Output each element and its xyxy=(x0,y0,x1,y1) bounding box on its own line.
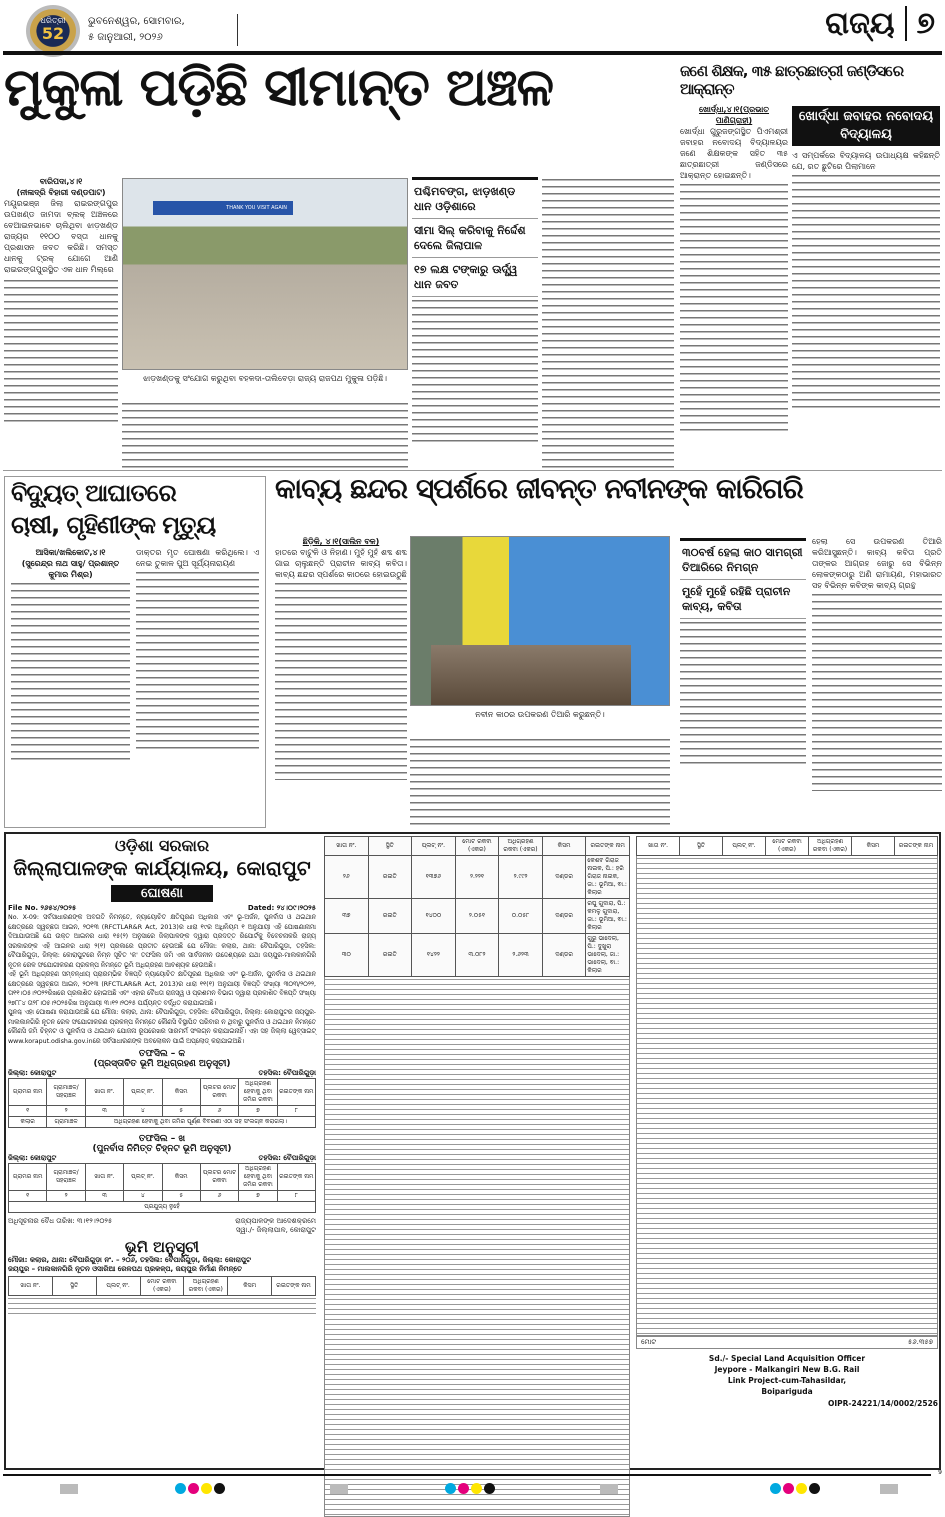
story3-headline-line1: ବିଦ୍ୟୁତ୍ ଆଘାତରେ xyxy=(11,479,176,507)
column-number: ୧ xyxy=(9,1191,47,1202)
column-header: ମୋଟ ରକବା (ଏକର) xyxy=(766,837,809,856)
column-header: ପ୍ଲଟ୍ ନଂ. xyxy=(723,837,766,856)
total-label: ମୋଟ xyxy=(641,1338,657,1346)
column-number: ୩ xyxy=(85,1106,123,1117)
column-number: ୧ xyxy=(9,1106,47,1117)
column-number: ୮ xyxy=(277,1106,315,1117)
column-number: ୨ xyxy=(47,1106,85,1117)
column-header: କିସମ xyxy=(852,837,895,856)
column-number: ୭ xyxy=(239,1191,277,1202)
column-number: ୬ xyxy=(200,1106,238,1117)
land-table-middle xyxy=(324,836,630,977)
column-header: ସ୍ଥିତି xyxy=(680,837,723,856)
notice-gov: ଓଡ଼ିଶା ସରକାର xyxy=(114,836,210,855)
schedule-kha-table: ଗ୍ରାମର ନାମ ଗ୍ରାମାଞ୍ଚଳ/ ସହରାଞ୍ଚଳ ଖାତା ନଂ. ପ୍ଲଟ୍ ନଂ. କିସମ ପ୍ଲଟର ମୋଟ ରକବା ଅଧିଗ୍ରହଣ ହେବାକୁ ଥିବା ଜମିର ରକବା ରଇତଙ୍କ ନାମ ୧ ୨ ୩ ୪ ୫ ୬ ୭ ୮ ପ୍ରଯୁଜ୍ୟ ନୁହେଁ xyxy=(8,1163,316,1213)
story1-bullet: ପଶ୍ଚିମବଙ୍ଗ, ଝାଡ଼ଖଣ୍ଡ ଧାନ ଓଡ଼ିଶାରେ xyxy=(412,180,538,219)
column-header: ରଇତଙ୍କ ନାମ xyxy=(277,1079,315,1106)
column-header: କିସମ xyxy=(162,1164,200,1191)
artisan-photo xyxy=(410,536,670,706)
story4-lead: ହାତରେ ବାଟୁଳି ଓ ନିହାଣ। ମୁହଁ ମୁହଁ ଶବ୍ଦ ଶବ୍ଦ ଗାଇ ଚାଲୁଛନ୍ତି ପ୍ରାଚୀନ କାବ୍ୟ କବିତା। କାବ୍ୟ ଛନ୍ଦର ସ୍ପର୍ଶରେ କାଠରେ ହୋଇଉଠୁଛି xyxy=(275,548,407,579)
registration-dot xyxy=(175,1483,186,1494)
oipr-code: OIPR-24221/14/0002/2526 xyxy=(827,1399,938,1408)
collector-sign: ସ୍ୱା./- ଜିଲ୍ଲାପାଳ, କୋରାପୁଟ xyxy=(235,1226,316,1234)
story1-bullet: ସୀମା ସିଲ୍ କରିବାକୁ ନିର୍ଦ୍ଦେଶ ଦେଲେ ଜିଲାପାଳ xyxy=(412,219,538,258)
column-header: ଖାତା ନଂ. xyxy=(85,1164,123,1191)
column-header: ଗ୍ରାମର ନାମ xyxy=(9,1079,47,1106)
registration-dot xyxy=(458,1483,469,1494)
story4-dateline: ଛିଡ଼ିକି, ୪।୧(ସାଲିନ ବଳ) xyxy=(302,537,380,546)
registration-dot xyxy=(214,1483,225,1494)
registration-dot xyxy=(484,1483,495,1494)
registration-dot xyxy=(783,1483,794,1494)
notice-title: ଘୋଷଣା xyxy=(111,885,213,902)
schedule-kha: ତଫସିଲ – ଖ xyxy=(138,1134,186,1144)
district-label: ଜିଲ୍ଲା: କୋରାପୁଟ xyxy=(8,1154,57,1162)
officer-line: Sd./- Special Land Acquisition Officer xyxy=(708,1354,866,1363)
notice-para2: ଏହି ଭୂମି ଅଧିଗ୍ରହଣ ସମ୍ବନ୍ଧୀୟ ପ୍ରାରମ୍ଭିକ ବିଜ୍ଞପ୍ତି ନ୍ୟାୟୋଚିତ କ୍ଷତିପୂରଣ ଅଧିକାର ଏବଂ ଭୂ-ଅର୍ଜନ, ପୁନର୍ବାସ ଓ ଥଇଥାନ କ୍ଷେତ୍ରରେ ସ୍ୱଚ୍ଛତା ଆଇନ, ୨୦୧୩ (RFCTLAR&R Act, 2013)ର ଧାରା ୧୧(୧) ଅନୁଯାୟୀ ବିଜ୍ଞପ୍ତି ସଂଖ୍ୟା ୩୦୩/୨୦୨୨, ତା୧୧।୦୫।୨୦୨୨ରିଖରେ ପ୍ରକାଶିତ ହୋଇଅଛି ଏବଂ ଏହାର ବୈଧତା ରାଜସ୍ୱ ଓ ପ୍ରଶମନ ବିଭାଗ ଦ୍ୱାରା ପ୍ରକାଶିତ ବିଜ୍ଞପ୍ତି ସଂଖ୍ୟା ୨୭୮୮୪ ତା୨୮।୦୫।୨୦୨୫ରିଖ ଅନୁଯାୟୀ ୩।୧୨।୨୦୨୫ ପର୍ଯ୍ୟନ୍ତ ବର୍ଦ୍ଧିତ କରାଯାଇଅଛି। xyxy=(8,971,316,1007)
column-header: ଗ୍ରାମାଞ୍ଚଳ/ ସହରାଞ୍ଚଳ xyxy=(47,1079,85,1106)
notice-dated: Dated: ୨୪।୦୯।୨୦୨୫ xyxy=(247,904,316,912)
column-header: ଖାତା ନଂ. xyxy=(637,837,680,856)
story1-reporter: (ନୀଳାଦ୍ରି ବିହାରୀ ଦଣ୍ଡପାଟ) xyxy=(16,188,106,197)
story2-dateline: ଖୋର୍ଦ୍ଧା,୪।୧(ପ୍ରଭାତ ପାଣିଗ୍ରାହୀ) xyxy=(698,105,770,125)
column-header: ମୋଟ ରକବା (ଏକର) xyxy=(140,1277,184,1296)
story1-photo-caption: ଝାଡ଼ଖଣ୍ଡକୁ ସଂଯୋଗ କରୁଥିବା ବହଳଦା-ତାଲିବେଡ଼ା ରାଜ୍ୟ ରାଜପଥ ମୁକୁଳା ପଡ଼ିଛି। xyxy=(142,374,388,383)
masthead-date: ୫ ଜାନୁଆରୀ, ୨୦୨୬ xyxy=(88,32,163,43)
column-header: ମୋଟ ରକବା (ଏକର) xyxy=(455,837,499,856)
schedule-ka: ତଫସିଲ – କ xyxy=(138,1049,186,1059)
gray-patch xyxy=(880,1484,898,1494)
story3-reporter: (ସୁରେନ୍ଦ୍ର ନାଥ ସାହୁ/ ପ୍ରଶାନ୍ତ କୁମାର ମିଶ୍ର) xyxy=(21,559,120,579)
column-number: ୨ xyxy=(47,1191,85,1202)
column-header: ଖାତା ନଂ. xyxy=(325,837,369,856)
column-header: ଖାତା ନଂ. xyxy=(85,1079,123,1106)
column-header: ପ୍ଲଟ୍ ନଂ. xyxy=(124,1079,162,1106)
column-header: ପ୍ଲଟ୍ ନଂ. xyxy=(124,1164,162,1191)
column-header: କିସମ xyxy=(542,837,586,856)
column-number: ୪ xyxy=(124,1106,162,1117)
story4-lead2: ହେଲା ସେ ଉପକରଣ ତିଆରି କରିଆସୁଛନ୍ତି। କାବ୍ୟ କବିତା ପ୍ରତି ତାଙ୍କର ଆଗ୍ରହ ଜୋରୁ ସେ ବିଭିନ୍ନ ଲୋକଙ୍କଠାରୁ ଅଣି ରାମାୟଣ, ମହାଭାରତ ସହ ବିଭିନ୍ନ କବିଙ୍କ କାବ୍ୟ ଗ୍ରନ୍ଥ xyxy=(812,537,942,590)
table-row: ୩୭ ରଇତି ୧୪୦୦ ୨.୦୫୧ ୦.୦୫୮ ଦଣ୍ଡର ରଘୁ ଗୁଦାରା, ପି.: କମଳୁ ଗୁଦାରା, ଜା.: ଭୂମିଆ, ଵା.: କିଲାର xyxy=(325,899,630,934)
district-label: ଜିଲ୍ଲା: କୋରାପୁଟ xyxy=(8,1069,57,1077)
story2-box: ଖୋର୍ଦ୍ଧା ଜବାହର ନବୋଦୟ ବିଦ୍ୟାଳୟ xyxy=(792,106,940,146)
registration-dot xyxy=(770,1483,781,1494)
column-number: ୫ xyxy=(162,1191,200,1202)
column-header: ଅଧିଗ୍ରହଣ ହେବାକୁ ଥିବା ଜମିର ରକବା xyxy=(239,1164,277,1191)
story1-lead: ମୟୂରଭଞ୍ଜ ଜିଲା ରାଇରଙ୍ଗପୁର ଉପଖଣ୍ଡ ଜାମଦା ବ୍ଲକ୍ ଅଞ୍ଚଳରେ ବେଆଇନଭାବେ ଚାଲିଥିବା ଝାଡ଼ଖଣ୍ଡ ରାଜ୍ୟର ୧୧୦୦ ବସ୍ତା ଧାନକୁ ପ୍ରଶାସନ ଜବତ କରିଛି। ସମସ୍ତ ଧାନକୁ ଟ୍ରକ୍ ଯୋଗେ ଆଣି ରାଇରଙ୍ଗପୁରସ୍ଥିତ ଏକ ଧାନ ମିଲ୍‌ରେ xyxy=(4,199,118,274)
column-header: ରଇତଙ୍କ ନାମ xyxy=(272,1277,316,1296)
column-number: ୩ xyxy=(85,1191,123,1202)
gray-patch xyxy=(600,1484,618,1494)
column-header: ରଇତଙ୍କ ନାମ xyxy=(277,1164,315,1191)
schedule-ka-sub: (ପ୍ରସ୍ତାବିତ ଭୂମି ଅଧିଗ୍ରହଣ ଅନୁସୂଚୀ) xyxy=(93,1059,231,1069)
gray-patch xyxy=(330,1484,348,1494)
column-header: ଅଧିଗ୍ରହଣ ରକବା (ଏକର) xyxy=(184,1277,228,1296)
schedule-kha-sub: (ପୁନର୍ବାସ ନିମିତ୍ତ ଚିହ୍ନଟ ଭୂମି ଅନୁସୂଚୀ) xyxy=(92,1144,232,1154)
table-row: ୨୬ ରଇତି ୧୩୭୬ ୨.୨୨୧ ୨.୯୯୨ ଦଣ୍ଡର କେଶବ ଗିରାଜ ନାଇକ, ପି.: ହରି ଗିରାଜ ନାଇକ, ଜା.: ଭୂମିଆ, ଵା.: କିଲାର xyxy=(325,856,630,899)
table-row: ୩୦ ରଇତି ୧୪୨୨ ୩.୦୮୨ ୨.୬୨୩ ଦଣ୍ଡର ଗୁରୁ ଭାଦେଲା, ପି.: ଦୁଖୁରା ଭାଦେଲା, ଜା.: ଭାଦେଲା, ଵା.: କିଲାର xyxy=(325,934,630,977)
logo-years: 52 xyxy=(41,24,65,43)
registration-dot xyxy=(796,1483,807,1494)
land-table-right xyxy=(636,836,938,856)
column-header: ଖାତା ନଂ. xyxy=(9,1277,53,1296)
column-number: ୭ xyxy=(239,1106,277,1117)
story2-lead2: ଏ ସମ୍ପର୍କରେ ବିଦ୍ୟାଳୟ ଉପାଧ୍ୟକ୍ଷ କହିଛନ୍ତି ଯେ, ରତ ଛୁଟିରେ ପିଲାମାନେ xyxy=(792,151,940,171)
bhumi-line2: ଜୟପୁର – ମାଲକାନଗିରି ନୂତନ ଓସାରିଆ ରେଳପଥ ପ୍ରକଳ୍ପ, ଜୟପୁର ନିର୍ମାଣ ନିମନ୍ତେ xyxy=(8,1265,242,1273)
registration-dot xyxy=(471,1483,482,1494)
column-header: ଅଧିଗ୍ରହଣ ରକବା (ଏକର) xyxy=(809,837,852,856)
bhumi-table xyxy=(8,1276,316,1296)
notice-office: ଜିଲ୍ଲାପାଳଙ୍କ କାର୍ଯ୍ୟାଳୟ, କୋରାପୁଟ xyxy=(13,856,311,880)
column-number: ୬ xyxy=(200,1191,238,1202)
story4-bullet: ୩୦ବର୍ଷ ହେଲା କାଠ ସାମଗ୍ରୀ ତିଆରିରେ ନିମଗ୍ନ xyxy=(680,541,806,580)
column-header: ପ୍ଲଟର ମୋଟ ରକବା xyxy=(200,1164,238,1191)
column-header: ସ୍ଥିତି xyxy=(52,1277,96,1296)
road-sign: THANK YOU VISIT AGAIN xyxy=(153,201,293,215)
officer-line: Jeypore - Malkangiri New B.G. Rail xyxy=(714,1365,860,1374)
registration-dot xyxy=(201,1483,212,1494)
schedule-ka-table: ଗ୍ରାମର ନାମ ଗ୍ରାମାଞ୍ଚଳ/ ସହରାଞ୍ଚଳ ଖାତା ନଂ. ପ୍ଲଟ୍ ନଂ. କିସମ ପ୍ଲଟର ମୋଟ ରକବା ଅଧିଗ୍ରହଣ ହେବାକୁ ଥିବା ଜମିର ରକବା ରଇତଙ୍କ ନାମ ୧ ୨ ୩ ୪ ୫ ୬ ୭ ୮ କଲାର ଗ୍ରାମାଞ୍ଚଳ ଅଧିଗ୍ରହଣ ହେବାକୁ ଥିବା ଜମିର ପୂର୍ଣ୍ଣ ବିବରଣୀ ଏଠା ସହ ସଂଲଗ୍ନ କରାଗଲା। xyxy=(8,1078,316,1128)
story2-lead: ଖୋର୍ଦ୍ଧା ଗୁରୁଜଙ୍ଗସ୍ଥିତ ପିଏମଶ୍ରୀ ଜବାହର ନବୋଦୟ ବିଦ୍ୟାଳୟର ଜଣେ ଶିକ୍ଷକଙ୍କ ସହିତ ୩୫ ଛାତ୍ରଛାତ୍ରୀ ଜଣ୍ଡିସରେ ଆକ୍ରାନ୍ତ ହୋଇଛନ୍ତି। xyxy=(680,127,788,180)
section-name: ରାଜ୍ୟ xyxy=(825,6,895,41)
column-number: ୮ xyxy=(277,1191,315,1202)
column-header: ଅଧିଗ୍ରହଣ ହେବାକୁ ଥିବା ଜମିର ରକବା xyxy=(239,1079,277,1106)
column-header: ପ୍ଲଟର ମୋଟ ରକବା xyxy=(200,1079,238,1106)
story3-lead: ଡାକ୍ତର ମୃତ ଘୋଷଣା କରିଥିଲେ। ଏ ନେଇ ତୁକାଳ ପୁଅ ସୂର୍ଯ୍ୟନାରାୟଣ xyxy=(136,548,259,568)
column-header: ପ୍ଲଟ୍ ନଂ. xyxy=(412,837,456,856)
story3-dateline: ଆସିକା/ଖଲିକୋଟ,୪।୧ xyxy=(35,548,106,557)
story1-headline: ମୁକୁଳା ପଡ଼ିଛି ସୀମାନ୍ତ ଅଞ୍ଚଳ xyxy=(4,58,554,118)
story2-headline: ଜଣେ ଶିକ୍ଷକ, ୩୫ ଛାତ୍ରଛାତ୍ରୀ ଜଣ୍ଡିସରେ ଆକ୍ରାନ୍ତ xyxy=(680,62,904,98)
column-header: ସ୍ଥିତି xyxy=(368,837,412,856)
column-number: ୪ xyxy=(124,1191,162,1202)
tahasil-label: ତହସିଲ: ବୈପାରିଗୁଡ଼ା xyxy=(258,1069,316,1077)
notice-para1: No. X-09: ସର୍ବସାଧାରଣଙ୍କ ଅବଗତି ନିମନ୍ତେ, ନ୍ୟାୟୋଚିତ କ୍ଷତିପୂରଣ ଅଧିକାର ଏବଂ ଭୂ-ଅର୍ଜନ, ପୁନର୍ବାସ ଓ ଥଇଥାନ କ୍ଷେତ୍ରରେ ସ୍ୱଚ୍ଛତା ଆଇନ, ୨୦୧୩ (RFCTLAR&R Act, 2013)ର ଧାରା ୧୯ର ଅଧିନିୟମ ୧ ଅନୁଯାୟୀ ଏହି ଘୋଷଣାନାମା ଦିଆଯାଉଅଛି ଯେ ଉକ୍ତ ଆଇନର ଧାରା ୧୫(୨) ଅନୁସାରେ ଜିଲାପାଳଙ୍କ ଦ୍ୱାରା ପ୍ରଦତ୍ତ ରିପୋର୍ଟକୁ ବିବେଚନାକରି ରାଜ୍ୟ ସରକାରଙ୍କ ଏହି ଆଇନର ଧାରା ୨(୧) ପ୍ରକାରେ ପ୍ରତୀତ ହେଉଅଛି ଯେ ମୌଜା: କଲାର, ଥାନା: ବୈପାରିଗୁଡ଼ା, ତହସିଲ: ବୈପାରିଗୁଡ଼ା, ଜିଲ୍ଲା: କୋରାପୁଟରେ ନିମ୍ନ ସୂଚିତ 'କ' ତଫସିଲ ଜମି ଏକ ସାର୍ବଜନୀନ ଉଦ୍ଦେଶ୍ୟରେ ଯଥା ଜୟପୁର-ମାଲକାନଗିରି ନୂତନ ରେଳ ସଂଯୋଗୀକରଣ ପ୍ରକଳ୍ପ ନିମନ୍ତେ ଭୂମି ଅଧିଗ୍ରହଣ ଆବଶ୍ୟକ ହେଉଅଛି। xyxy=(8,914,316,969)
registration-dot xyxy=(188,1483,199,1494)
masthead-place-day: ଭୁବନେଶ୍ୱର, ସୋମବାର, xyxy=(88,16,185,27)
column-header: ଗ୍ରାମାଞ୍ଚଳ/ ସହରାଞ୍ଚଳ xyxy=(47,1164,85,1191)
file-no: File No. ୨୬୫୪/୨୦୨୫ xyxy=(8,904,77,912)
notice-para3: ପୁନଶ୍ଚ ଏହା ଘୋଷଣା କରାଯାଉଅଛି ଯେ ମୌଜା: କଲାର, ଥାନା: ବୈପାରିଗୁଡ଼ା, ତହସିଲ: ବୈପାରିଗୁଡ଼ା, ଜିଲ୍ଲା: କୋରାପୁଟର ଜୟପୁର-ମାଲକାନଗିରି ନୂତନ ରେଳ ସଂଯୋଗୀକରଣ ପ୍ରକଳ୍ପ ନିମନ୍ତେ କୌଣସି ବିସ୍ଥାପିତ ପରିବାର ନ ଥିବାରୁ ପୁନର୍ବାସ ଓ ଥଇଥାନ ନିମନ୍ତେ କୌଣସି ଜମି ଚିହ୍ନଟ ଓ ପୁନର୍ବାସ ଓ ଥଇଥାନ ଯୋଜନା ରୂପରେଖର ସାରମର୍ମ ସଂଲଗ୍ନ କରାଯାଇନାହିଁ। ଏହା ସହ ଜିଲ୍ଲା ୱେବ୍‌ସାଇଟ୍ www.koraput.odisha.gov.inରେ ସର୍ବସାଧାରଣଙ୍କ ଅବଲୋକନ ପାଇଁ ଅପ୍‌ଲୋଡ୍ କରାଯାଇଅଛି। xyxy=(8,1009,316,1045)
masthead-rule xyxy=(3,51,942,55)
page-mark: 9 xyxy=(938,1469,942,1476)
column-header: କିସମ xyxy=(162,1079,200,1106)
story4-headline: କାବ୍ୟ ଛନ୍ଦର ସ୍ପର୍ଶରେ ଜୀବନ୍ତ ନବୀନଙ୍କ କାରିଗରି xyxy=(275,472,803,505)
registration-dot xyxy=(809,1483,820,1494)
road-photo xyxy=(122,178,408,370)
logo-text: ଧରିତ୍ରୀ xyxy=(40,16,66,25)
column-header: କିସମ xyxy=(228,1277,272,1296)
page-number: ୭ xyxy=(916,6,935,41)
column-header: ଅଧିଗ୍ରହଣ ରକବା (ଏକର) xyxy=(499,837,543,856)
tahasil-label: ତହସିଲ: ବୈପାରିଗୁଡ଼ା xyxy=(258,1154,316,1162)
story1-dateline: ବାରିପଦା,୪।୧ xyxy=(39,177,83,186)
column-header: ଗ୍ରାମର ନାମ xyxy=(9,1164,47,1191)
column-number: ୫ xyxy=(162,1106,200,1117)
validity-date: ଅଧିସୂଚନାର ବୈଧ ତାରିଖ: ୩।୧୨।୨୦୨୫ xyxy=(8,1217,113,1225)
column-header: ରଇତଙ୍କ ନାମ xyxy=(586,837,630,856)
story3-box xyxy=(4,476,266,828)
bhumi-title: ଭୂମି ଅନୁସୂଚୀ xyxy=(124,1238,200,1256)
story3-headline-line2: ଚାଷୀ, ଗୃହିଣୀଙ୍କ ମୃତ୍ୟୁ xyxy=(11,511,216,539)
story4-bullet: ମୁହେଁ ମୁହେଁ ରହିଛି ପ୍ରାଚୀନ କାବ୍ୟ, କବିତା xyxy=(680,580,806,619)
story4-photo-caption: ନବୀନ କାଠର ଉପକରଣ ତିଆରି କରୁଛନ୍ତି। xyxy=(475,710,605,719)
column-header: ପ୍ଲଟ୍ ନଂ. xyxy=(96,1277,140,1296)
gray-patch xyxy=(60,1484,78,1494)
officer-line: Link Project-cum-Tahasildar, xyxy=(727,1376,847,1385)
color-registration-marks xyxy=(0,1482,945,1496)
story1-bullet: ୧୭ ଲକ୍ଷ ଟଙ୍କାରୁ ଊର୍ଦ୍ଧ୍ୱ ଧାନ ଜବତ xyxy=(412,258,538,297)
column-header: ରଇତଙ୍କ ନାମ xyxy=(895,837,938,856)
governor-order: ରାଜ୍ୟପାଳଙ୍କ ଆଦେଶକ୍ରମେ xyxy=(235,1217,316,1225)
officer-line: Boipariguda xyxy=(761,1387,813,1396)
registration-dot xyxy=(445,1483,456,1494)
total-value: ୫୬.୩୫୭ xyxy=(907,1338,933,1346)
logo xyxy=(26,5,80,57)
bhumi-line1: ମୌଜା: କଲାର, ଥାନା: ବୈପାରିଗୁଡ଼ା ନଂ. – ୨୦୬, ତହସିଲ: ବୈପାରିଗୁଡ଼ା, ଜିଲ୍ଲା: କୋରାପୁଟ xyxy=(8,1256,251,1264)
